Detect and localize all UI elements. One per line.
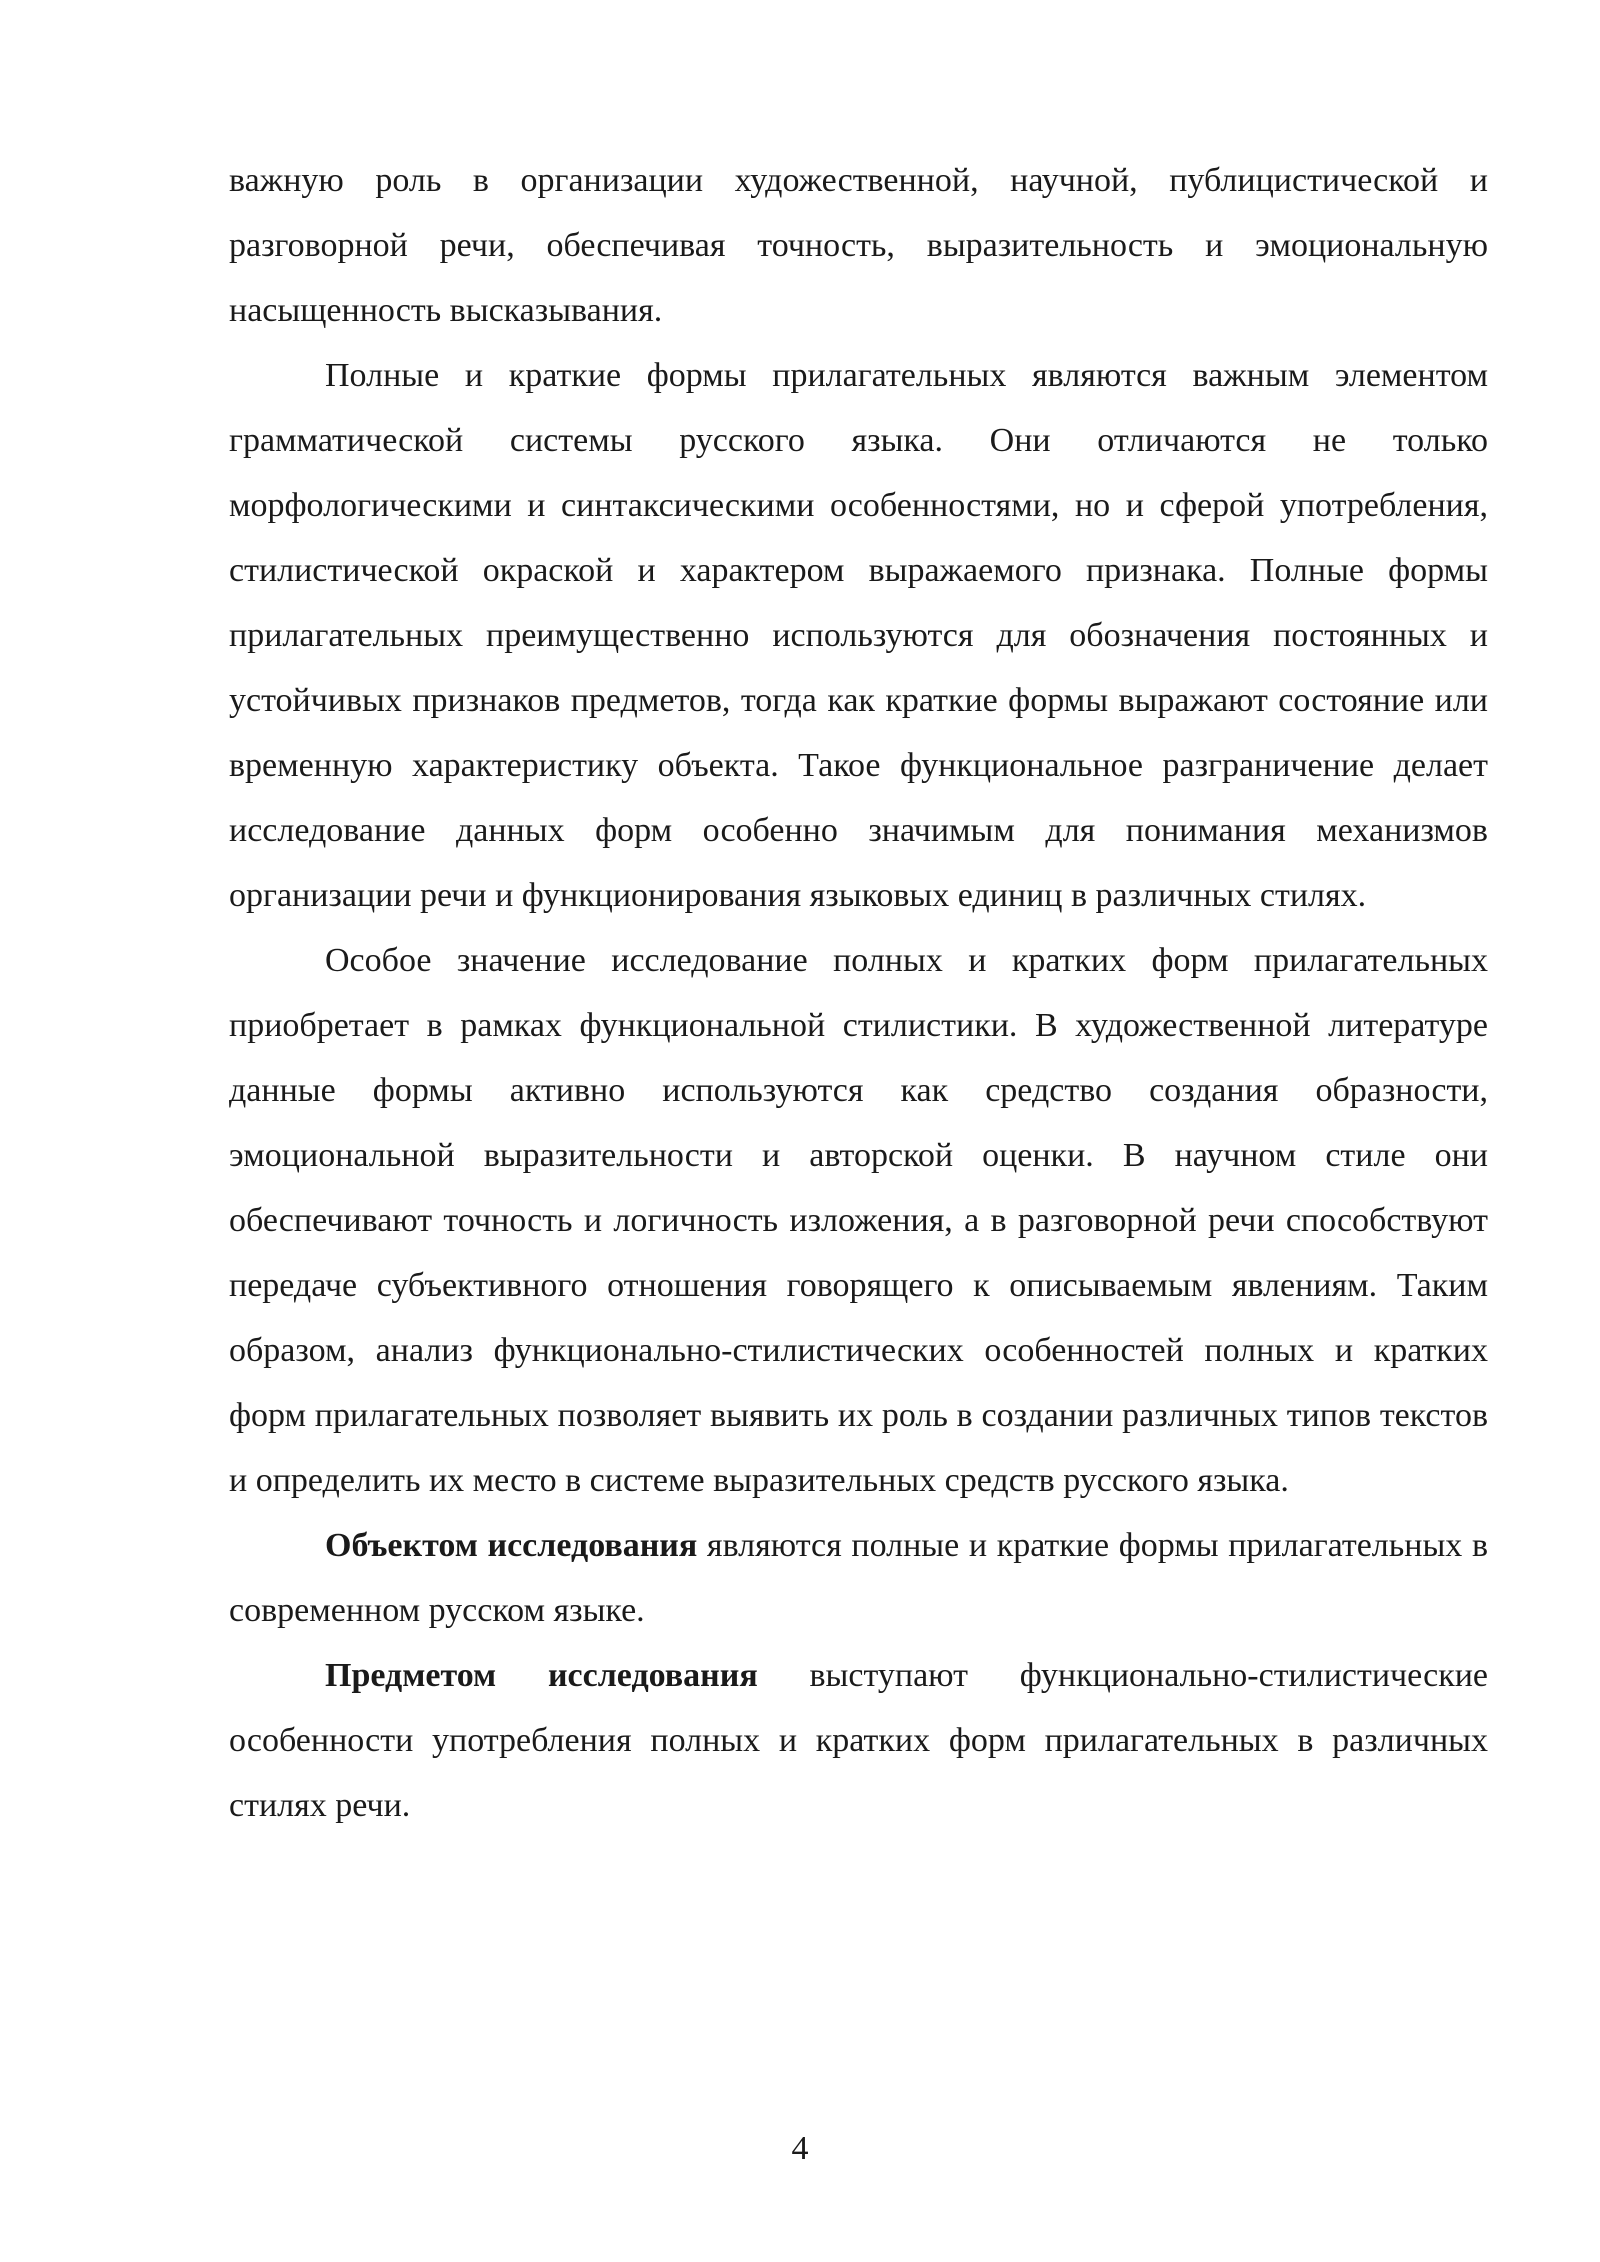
paragraph-text: являются полные и краткие формы прилагательных в современном русском языке.: [229, 1527, 1488, 1629]
paragraph-text: важную роль в организации художественной, научной, публицистической и разговорной речи, обеспечивая точность, выразительность и эмоциональную насыщенность высказывания.: [229, 162, 1488, 329]
paragraph-continuation: [229, 148, 1488, 343]
research-subject-label: Предметом исследования: [325, 1657, 758, 1694]
page-number: 4: [791, 2130, 809, 2167]
paragraph-text: Полные и краткие формы прилагательных являются важным элементом грамматической системы русского языка. Они отличаются не только морфологическими и синтаксическими особенностями, но и сферой употребления, стилистической окраской и характером выражаемого признака. Полные формы прилагательных преимущественно используются для обозначения постоянных и устойчивых признаков предметов, тогда как краткие формы выражают состояние или временную характеристику объекта. Такое функциональное разграничение делает исследование данных форм особенно значимым для понимания механизмов организации речи и функционирования языковых единиц в различных стилях.: [229, 357, 1488, 914]
paragraph-research-subject: [229, 1643, 1488, 1838]
paragraph-research-object: [229, 1513, 1488, 1643]
paragraph-functional-stylistics: [229, 928, 1488, 1513]
paragraph-text: выступают функционально-стилистические особенности употребления полных и кратких форм прилагательных в различных стилях речи.: [229, 1657, 1488, 1824]
paragraph-text: Особое значение исследование полных и кратких форм прилагательных приобретает в рамках функциональной стилистики. В художественной литературе данные формы активно используются как средство создания образности, эмоциональной выразительности и авторской оценки. В научном стиле они обеспечивают точность и логичность изложения, а в разговорной речи способствуют передаче субъективного отношения говорящего к описываемым явлениям. Таким образом, анализ функционально-стилистических особенностей полных и кратких форм прилагательных позволяет выявить их роль в создании различных типов текстов и определить их место в системе выразительных средств русского языка.: [229, 942, 1488, 1499]
paragraph-forms-overview: [229, 343, 1488, 928]
body-text: [229, 148, 1488, 1838]
research-object-label: Объектом исследования: [325, 1527, 698, 1564]
